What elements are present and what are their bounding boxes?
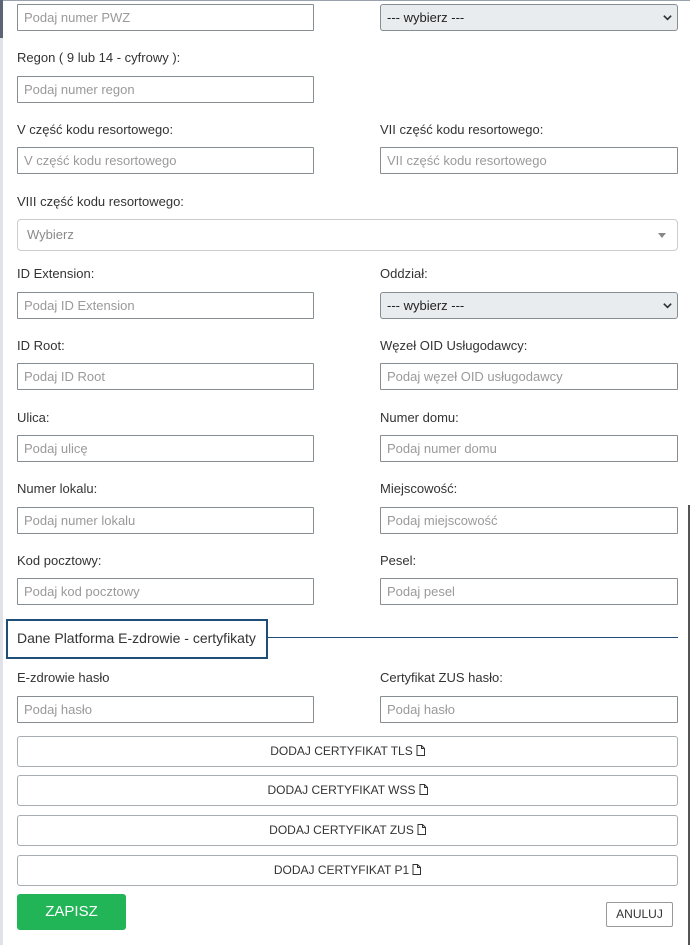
ezdrowie-haslo-label: E-zdrowie hasło [17,670,110,685]
wezel-oid-input[interactable] [380,363,678,390]
left-page-edge-dark [0,0,3,38]
numer-domu-input[interactable] [380,435,678,462]
miejscowosc-label: Miejscowość: [380,481,458,496]
numer-lokalu-label: Numer lokalu: [17,481,98,496]
resort-viii-select[interactable] [17,219,678,251]
oddzial-select[interactable] [380,292,678,319]
wezel-oid-label: Węzeł OID Usługodawcy: [380,338,528,353]
regon-label: Regon ( 9 lub 14 - cyfrowy ): [17,50,181,65]
left-page-edge [0,0,3,945]
oddzial-label: Oddział: [380,266,428,281]
id-extension-input[interactable] [17,292,314,319]
document-icon [419,784,428,795]
pesel-label: Pesel: [380,553,417,568]
top-select[interactable] [380,4,678,31]
miejscowosc-input[interactable] [380,507,678,534]
id-root-label: ID Root: [17,338,65,353]
add-zus-certificate-label: DODAJ CERTYFIKAT ZUS [269,823,414,837]
ezdrowie-password-input[interactable] [17,696,314,723]
pwz-input[interactable] [17,4,314,31]
section-title: Dane Platforma E-zdrowie - certyfikaty [6,619,268,659]
document-icon [417,824,426,835]
document-icon [412,864,421,875]
chevron-down-icon [662,12,673,23]
id-root-input[interactable] [17,363,314,390]
resort-vii-input[interactable] [380,147,678,174]
oddzial-select-value: --- wybierz --- [387,298,465,313]
resort-viii-label: VIII część kodu resortowego: [17,194,184,209]
add-tls-certificate-label: DODAJ CERTYFIKAT TLS [270,744,413,758]
zus-password-input[interactable] [380,696,678,723]
resort-v-label: V część kodu resortowego: [17,122,174,137]
add-wss-certificate-label: DODAJ CERTYFIKAT WSS [267,783,416,797]
id-extension-label: ID Extension: [17,266,95,281]
resort-vii-label: VII część kodu resortowego: [380,122,544,137]
numer-lokalu-input[interactable] [17,507,314,534]
top-select-value: --- wybierz --- [387,10,465,25]
ulica-input[interactable] [17,435,314,462]
zus-haslo-label: Certyfikat ZUS hasło: [380,670,503,685]
kod-pocztowy-input[interactable] [17,578,314,605]
numer-domu-label: Numer domu: [380,410,459,425]
save-button[interactable]: ZAPISZ [17,894,126,930]
resort-v-input[interactable] [17,147,314,174]
document-icon [416,745,425,756]
top-divider [0,0,690,1]
kod-pocztowy-label: Kod pocztowy: [17,553,102,568]
add-zus-certificate-button[interactable] [17,815,678,846]
resort-viii-select-placeholder: Wybierz [27,227,74,242]
regon-input[interactable] [17,76,314,103]
pesel-input[interactable] [380,578,678,605]
ulica-label: Ulica: [17,410,50,425]
cancel-button[interactable]: ANULUJ [606,902,673,927]
caret-down-icon [658,233,666,238]
add-tls-certificate-button[interactable] [17,736,678,767]
section-divider [268,637,678,638]
chevron-down-icon [662,300,673,311]
add-p1-certificate-label: DODAJ CERTYFIKAT P1 [273,863,410,877]
add-p1-certificate-button[interactable] [17,855,678,886]
add-wss-certificate-button[interactable] [17,775,678,806]
